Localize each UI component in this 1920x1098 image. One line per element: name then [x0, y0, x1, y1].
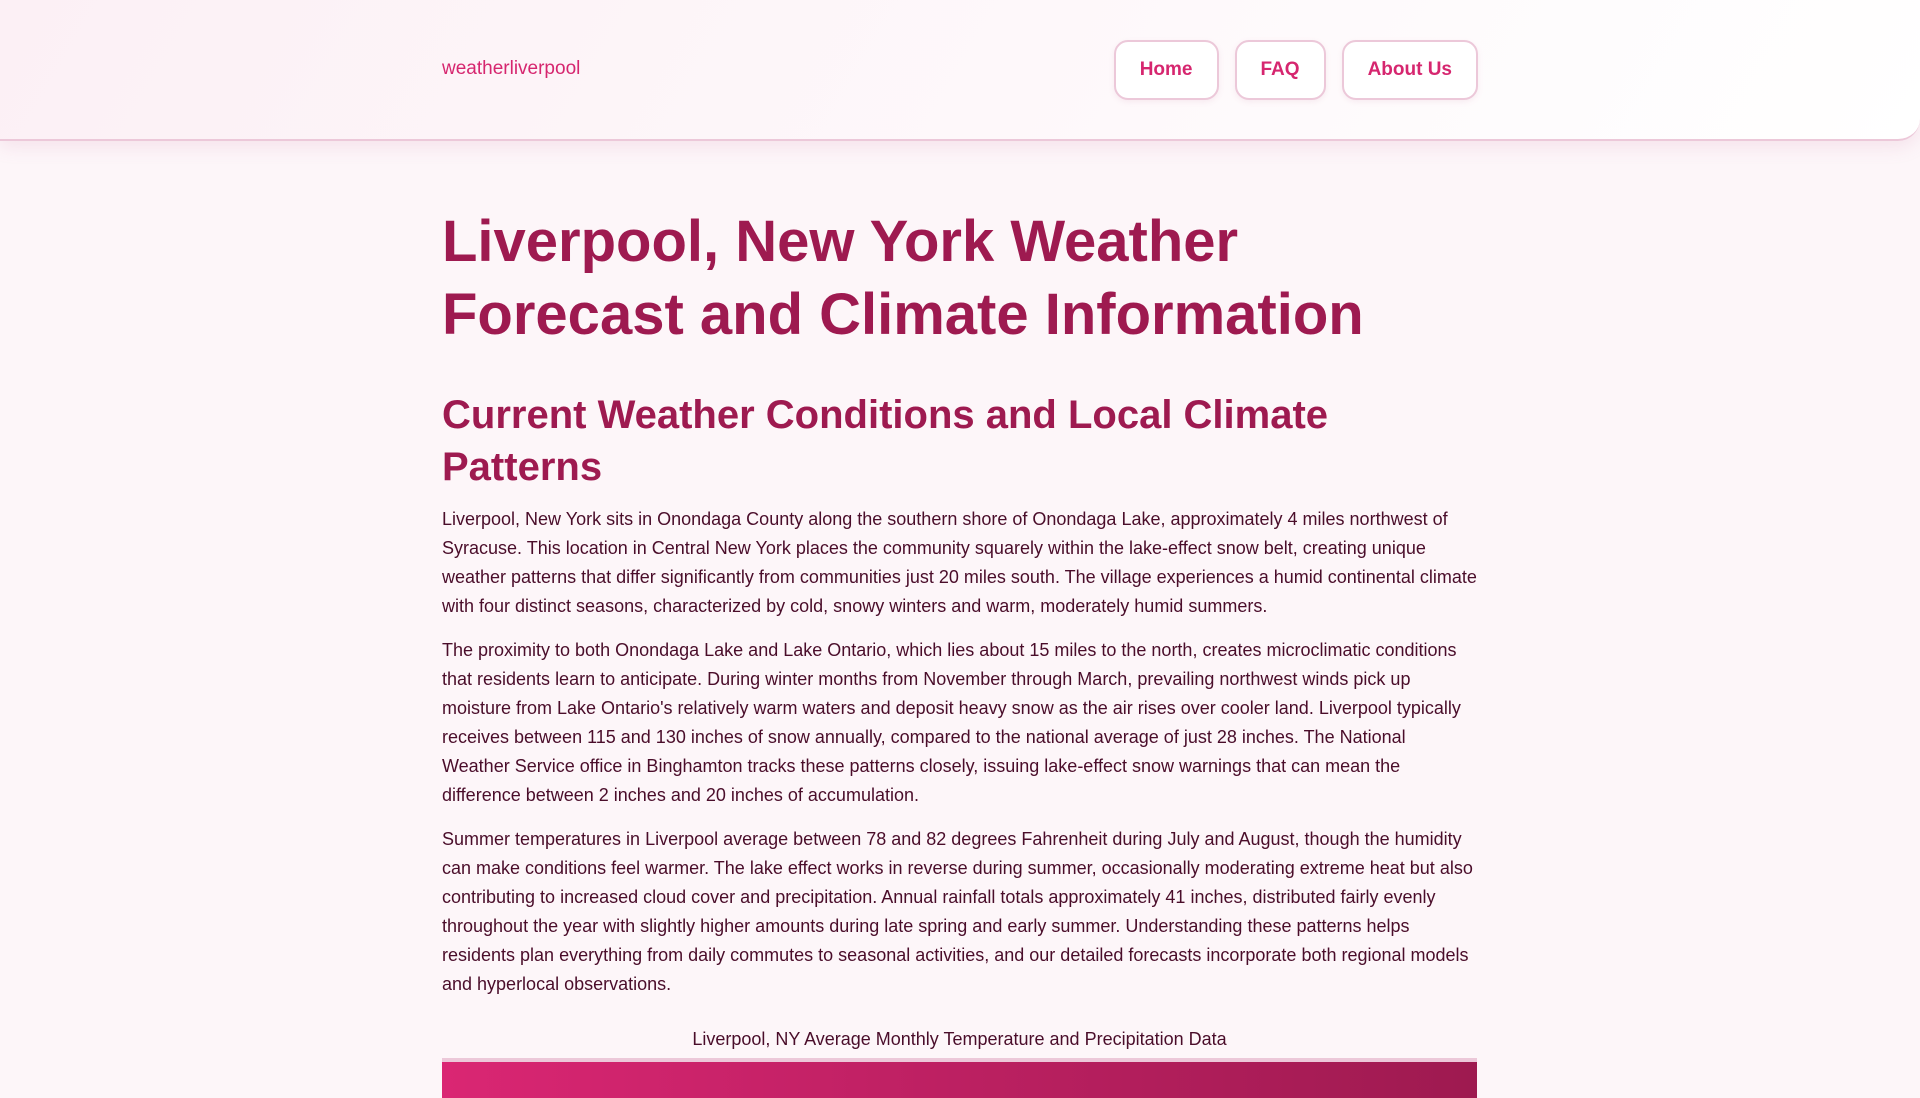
nav-faq-button[interactable]: FAQ — [1235, 40, 1326, 100]
site-header — [0, 0, 1920, 141]
main-content — [442, 205, 1477, 1098]
paragraph: Summer temperatures in Liverpool average between 78 and 82 degrees Fahrenheit during July and August, though the humidity can make conditions feel warmer. The lake effect works in reverse during summer, occasionally moderating extreme heat but also contributing to increased cloud cover and precipitation. Annual rainfall totals approximately 41 inches, distributed fairly evenly throughout the year with slightly higher amounts during late spring and early summer. Understanding these patterns helps residents plan everything from daily commutes to seasonal activities, and our detailed forecasts incorporate both regional models and hyperlocal observations. — [442, 829, 1473, 994]
main-nav — [1114, 40, 1478, 100]
table-header — [442, 1058, 1477, 1098]
paragraph: Liverpool, New York sits in Onondaga County along the southern shore of Onondaga Lake, approximately 4 miles northwest of Syracuse. This location in Central New York places the community squarely within the lake-effect snow belt, creating unique weather patterns that differ significantly from communities just 20 miles south. The village experiences a humid continental climate with four distinct seasons, characterized by cold, snowy winters and warm, moderately humid summers. — [442, 509, 1477, 616]
nav-home-button[interactable]: Home — [1114, 40, 1219, 100]
section-title: Current Weather Conditions and Local Climate Patterns — [442, 393, 1329, 489]
table-caption: Liverpool, NY Average Monthly Temperature and Precipitation Data — [692, 1029, 1227, 1049]
brand-link[interactable]: weatherliverpool — [442, 58, 581, 79]
paragraph: The proximity to both Onondaga Lake and Lake Ontario, which lies about 15 miles to the north, creates microclimatic conditions that residents learn to anticipate. During winter months from November through March, prevailing northwest winds pick up moisture from Lake Ontario's relatively warm waters and deposit heavy snow as the air rises over cooler land. Liverpool typically receives between 115 and 130 inches of snow annually, compared to the national average of just 28 inches. The National Weather Service office in Binghamton tracks these patterns closely, issuing lake-effect snow warnings that can mean the difference between 2 inches and 20 inches of accumulation. — [442, 640, 1461, 805]
page-title: Liverpool, New York Weather Forecast and Climate Information — [442, 209, 1364, 347]
nav-about-button[interactable]: About Us — [1342, 40, 1478, 100]
